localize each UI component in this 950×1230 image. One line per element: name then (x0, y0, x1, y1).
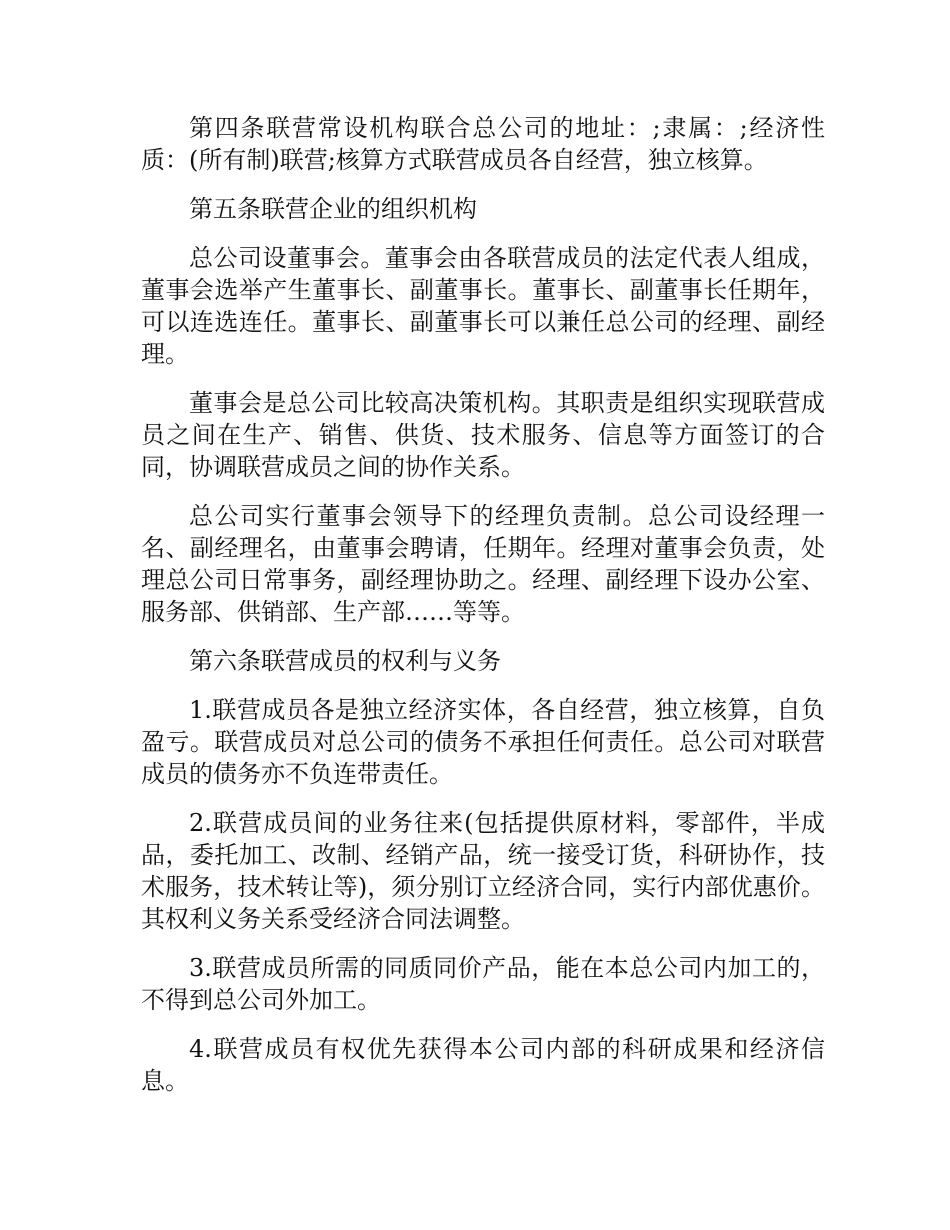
document-body (141, 112, 825, 1114)
paragraph-article-4: 第四条联营常设机构联合总公司的地址：;隶属：;经济性质：(所有制)联营;核算方式联营成员各自经营，独立核算。 (141, 114, 825, 174)
paragraph-manager-system: 总公司实行董事会领导下的经理负责制。总公司设经理一名、副经理名，由董事会聘请，任期年。经理对董事会负责，处理总公司日常事务，副经理协助之。经理、副经理下设办公室、服务部、供销部、生产部……等等。 (141, 502, 825, 626)
paragraph-item-2: 2.联营成员间的业务往来(包括提供原材料，零部件，半成品，委托加工、改制、经销产品，统一接受订货，科研协作，技术服务，技术转让等)，须分别订立经济合同，实行内部优惠价。其权利义务关系受经济合同法调整。 (141, 809, 825, 933)
heading-article-5: 第五条联营企业的组织机构 (189, 195, 477, 223)
paragraph-item-4: 4.联营成员有权优先获得本公司内部的科研成果和经济信息。 (141, 1035, 825, 1095)
paragraph-board-setup: 总公司设董事会。董事会由各联营成员的法定代表人组成，董事会选举产生董事长、副董事长。董事长、副董事长任期年，可以连选连任。董事长、副董事长可以兼任总公司的经理、副经理。 (141, 244, 825, 368)
paragraph-board-duties: 董事会是总公司比较高决策机构。其职责是组织实现联营成员之间在生产、销售、供货、技术服务、信息等方面签订的合同，协调联营成员之间的协作关系。 (141, 389, 825, 481)
heading-article-6: 第六条联营成员的权利与义务 (189, 647, 501, 675)
paragraph-item-3: 3.联营成员所需的同质同价产品，能在本总公司内加工的，不得到总公司外加工。 (141, 954, 825, 1014)
paragraph-item-1: 1.联营成员各是独立经济实体，各自经营，独立核算，自负盈亏。联营成员对总公司的债务不承担任何责任。总公司对联营成员的债务亦不负连带责任。 (141, 696, 825, 788)
